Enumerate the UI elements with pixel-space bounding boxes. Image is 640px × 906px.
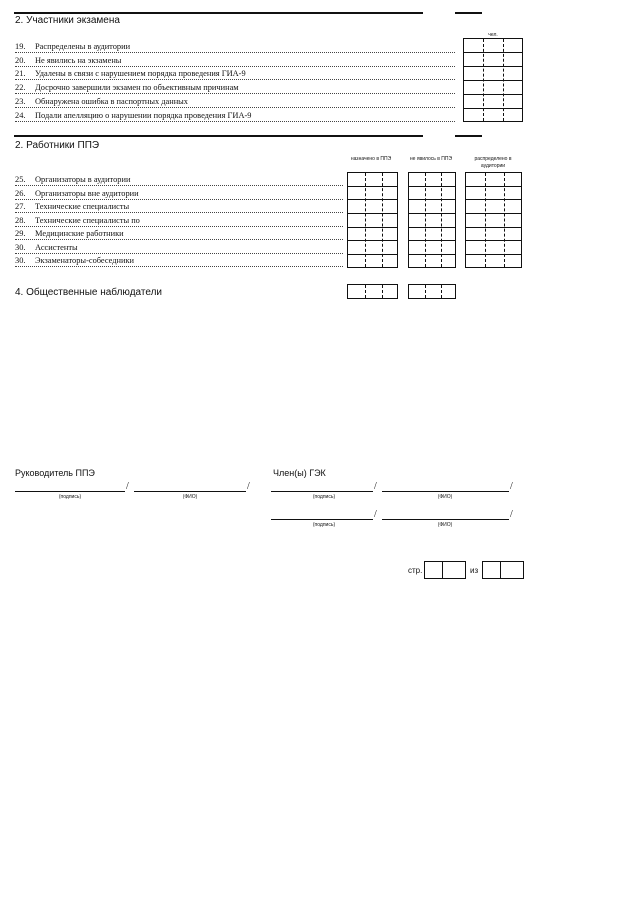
head-slash-2: / [247, 481, 250, 492]
participant-row-leader [15, 52, 455, 53]
participant-row-leader [15, 66, 455, 67]
observers-absent-box[interactable] [408, 284, 456, 299]
gek-signature-line-1[interactable] [271, 491, 373, 492]
staff-row-leader [15, 226, 343, 227]
section-top-rule [14, 12, 423, 14]
section-observers-title: 4. Общественные наблюдатели [15, 287, 162, 298]
staff-row-label: Технические специалисты [35, 202, 130, 211]
participant-row-label: Подали апелляцию о нарушении порядка проведения ГИА-9 [35, 110, 252, 120]
staff-row-number: 27. [15, 202, 26, 211]
head-name-line[interactable] [134, 491, 246, 492]
participant-row-label: Досрочно завершили экзамен по объективным причинам [35, 83, 239, 93]
staff-row-number: 30. [15, 256, 26, 265]
section-top-rule-short [455, 12, 482, 14]
participant-row-label: Не явились на экзамены [35, 55, 122, 65]
participants-col-header: чел. [488, 32, 498, 38]
gek-name-caption-1: (ФИО) [437, 494, 453, 500]
staff-row-number: 28. [15, 215, 26, 225]
head-name-caption: (ФИО) [182, 494, 198, 500]
observers-assigned-box[interactable] [347, 284, 398, 299]
staff-row-label: Экзаменаторы-собеседники [35, 256, 135, 265]
page-label: стр. [408, 566, 423, 575]
staff-row-label: Технические специалисты по [35, 215, 140, 225]
participant-row-number: 23. [15, 96, 26, 106]
staff-absent-grid[interactable] [408, 172, 456, 268]
section-divider-short [455, 135, 482, 137]
participant-row-leader [15, 93, 455, 94]
participant-row-number: 24. [15, 110, 26, 120]
staff-col-header-assigned: назначено в ППЭ [350, 156, 392, 162]
head-signature-line[interactable] [15, 491, 125, 492]
gek-slash-1b: / [510, 481, 513, 492]
page-number-box[interactable] [424, 561, 466, 579]
participants-count-grid[interactable] [463, 38, 523, 122]
staff-row-leader [15, 212, 343, 213]
gek-signature-caption-1: (подпись) [312, 494, 336, 500]
gek-signature-caption-2: (подпись) [312, 522, 336, 528]
staff-row-leader [15, 266, 343, 267]
participant-row-number: 21. [15, 69, 26, 79]
gek-label: Член(ы) ГЭК [273, 468, 326, 478]
staff-row-number: 30. [15, 242, 26, 252]
staff-row-label: Ассистенты [35, 242, 78, 252]
participant-row-label: Удалены в связи с нарушением порядка проведения ГИА-9 [35, 69, 246, 79]
staff-row-number: 29. [15, 229, 26, 238]
staff-row-number: 26. [15, 188, 26, 198]
gek-slash-2b: / [510, 509, 513, 520]
gek-name-caption-2: (ФИО) [437, 522, 453, 528]
staff-col-header-absent: не явилось в ППЭ [409, 156, 453, 162]
participant-row-number: 19. [15, 42, 26, 51]
participant-row-leader [15, 107, 455, 108]
of-label: из [470, 566, 479, 575]
participant-row-label: Обнаружена ошибка в паспортных данных [35, 96, 188, 106]
staff-row-leader [15, 239, 343, 240]
staff-row-label: Медицинские работники [35, 229, 124, 238]
gek-name-line-2[interactable] [382, 519, 509, 520]
gek-slash-2a: / [374, 509, 377, 520]
staff-row-number: 25. [15, 175, 26, 184]
total-pages-box[interactable] [482, 561, 524, 579]
head-ppe-label: Руководитель ППЭ [15, 468, 95, 478]
participant-row-leader [15, 121, 455, 122]
staff-row-label: Организаторы вне аудитории [35, 188, 139, 198]
staff-row-label: Организаторы в аудитории [35, 175, 131, 184]
participant-row-leader [15, 79, 455, 80]
participant-row-label: Распределены в аудитории [35, 42, 131, 51]
staff-allocated-grid[interactable] [465, 172, 522, 268]
section-participants-title: 2. Участники экзамена [15, 15, 120, 26]
staff-row-leader [15, 185, 343, 186]
staff-col-header-allocated: распределено в аудитории [474, 156, 512, 169]
section-staff-title: 2. Работники ППЭ [15, 140, 100, 151]
head-signature-caption: (подпись) [58, 494, 82, 500]
staff-row-leader [15, 253, 343, 254]
participant-row-number: 22. [15, 83, 26, 93]
gek-signature-line-2[interactable] [271, 519, 373, 520]
staff-assigned-grid[interactable] [347, 172, 398, 268]
section-divider [14, 135, 423, 137]
gek-slash-1a: / [374, 481, 377, 492]
head-slash-1: / [126, 481, 129, 492]
gek-name-line-1[interactable] [382, 491, 509, 492]
participant-row-number: 20. [15, 55, 26, 65]
staff-row-leader [15, 199, 343, 200]
